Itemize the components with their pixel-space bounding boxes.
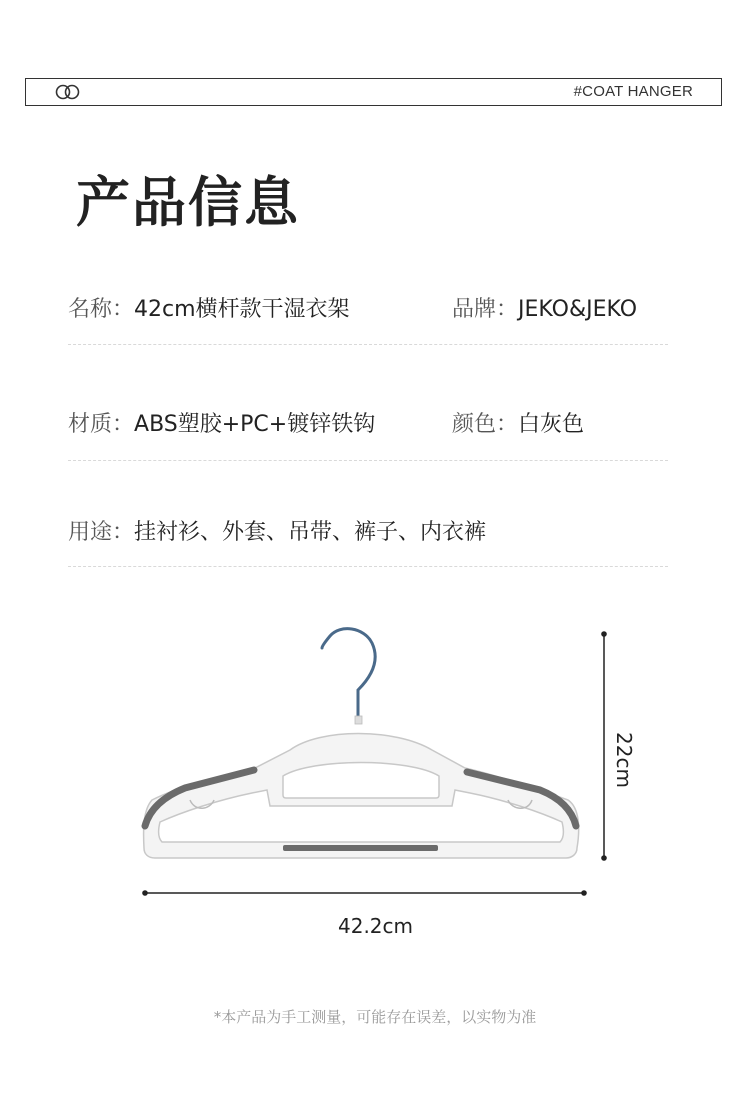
measurement-note: *本产品为手工测量，可能存在误差，以实物为准 <box>213 1008 537 1026</box>
bottom-grip <box>283 845 438 851</box>
hook-icon <box>322 629 375 722</box>
height-dimension-label: 22cm <box>612 732 636 788</box>
width-dimension-label: 42.2cm <box>338 914 414 938</box>
spec-name-label: 名称： <box>68 297 135 322</box>
category-tag: #COAT HANGER <box>573 83 693 100</box>
spec-usage-label: 用途： <box>68 520 135 545</box>
spec-brand-value: JEKO&JEKO <box>518 297 638 322</box>
spec-material-value: ABS塑胶+PC+镀锌铁钩 <box>134 412 376 437</box>
spec-usage-value: 挂衬衫、外套、吊带、裤子、内衣裤 <box>134 520 487 545</box>
spec-brand-label: 品牌： <box>452 297 519 322</box>
spec-material-label: 材质： <box>68 412 135 437</box>
page-title: 产品信息 <box>76 171 300 234</box>
spec-color-value: 白灰色 <box>518 412 585 437</box>
spec-name-value: 42cm横杆款干湿衣架 <box>134 297 350 322</box>
hanger-body <box>144 734 579 859</box>
spec-color-label: 颜色： <box>452 412 519 437</box>
